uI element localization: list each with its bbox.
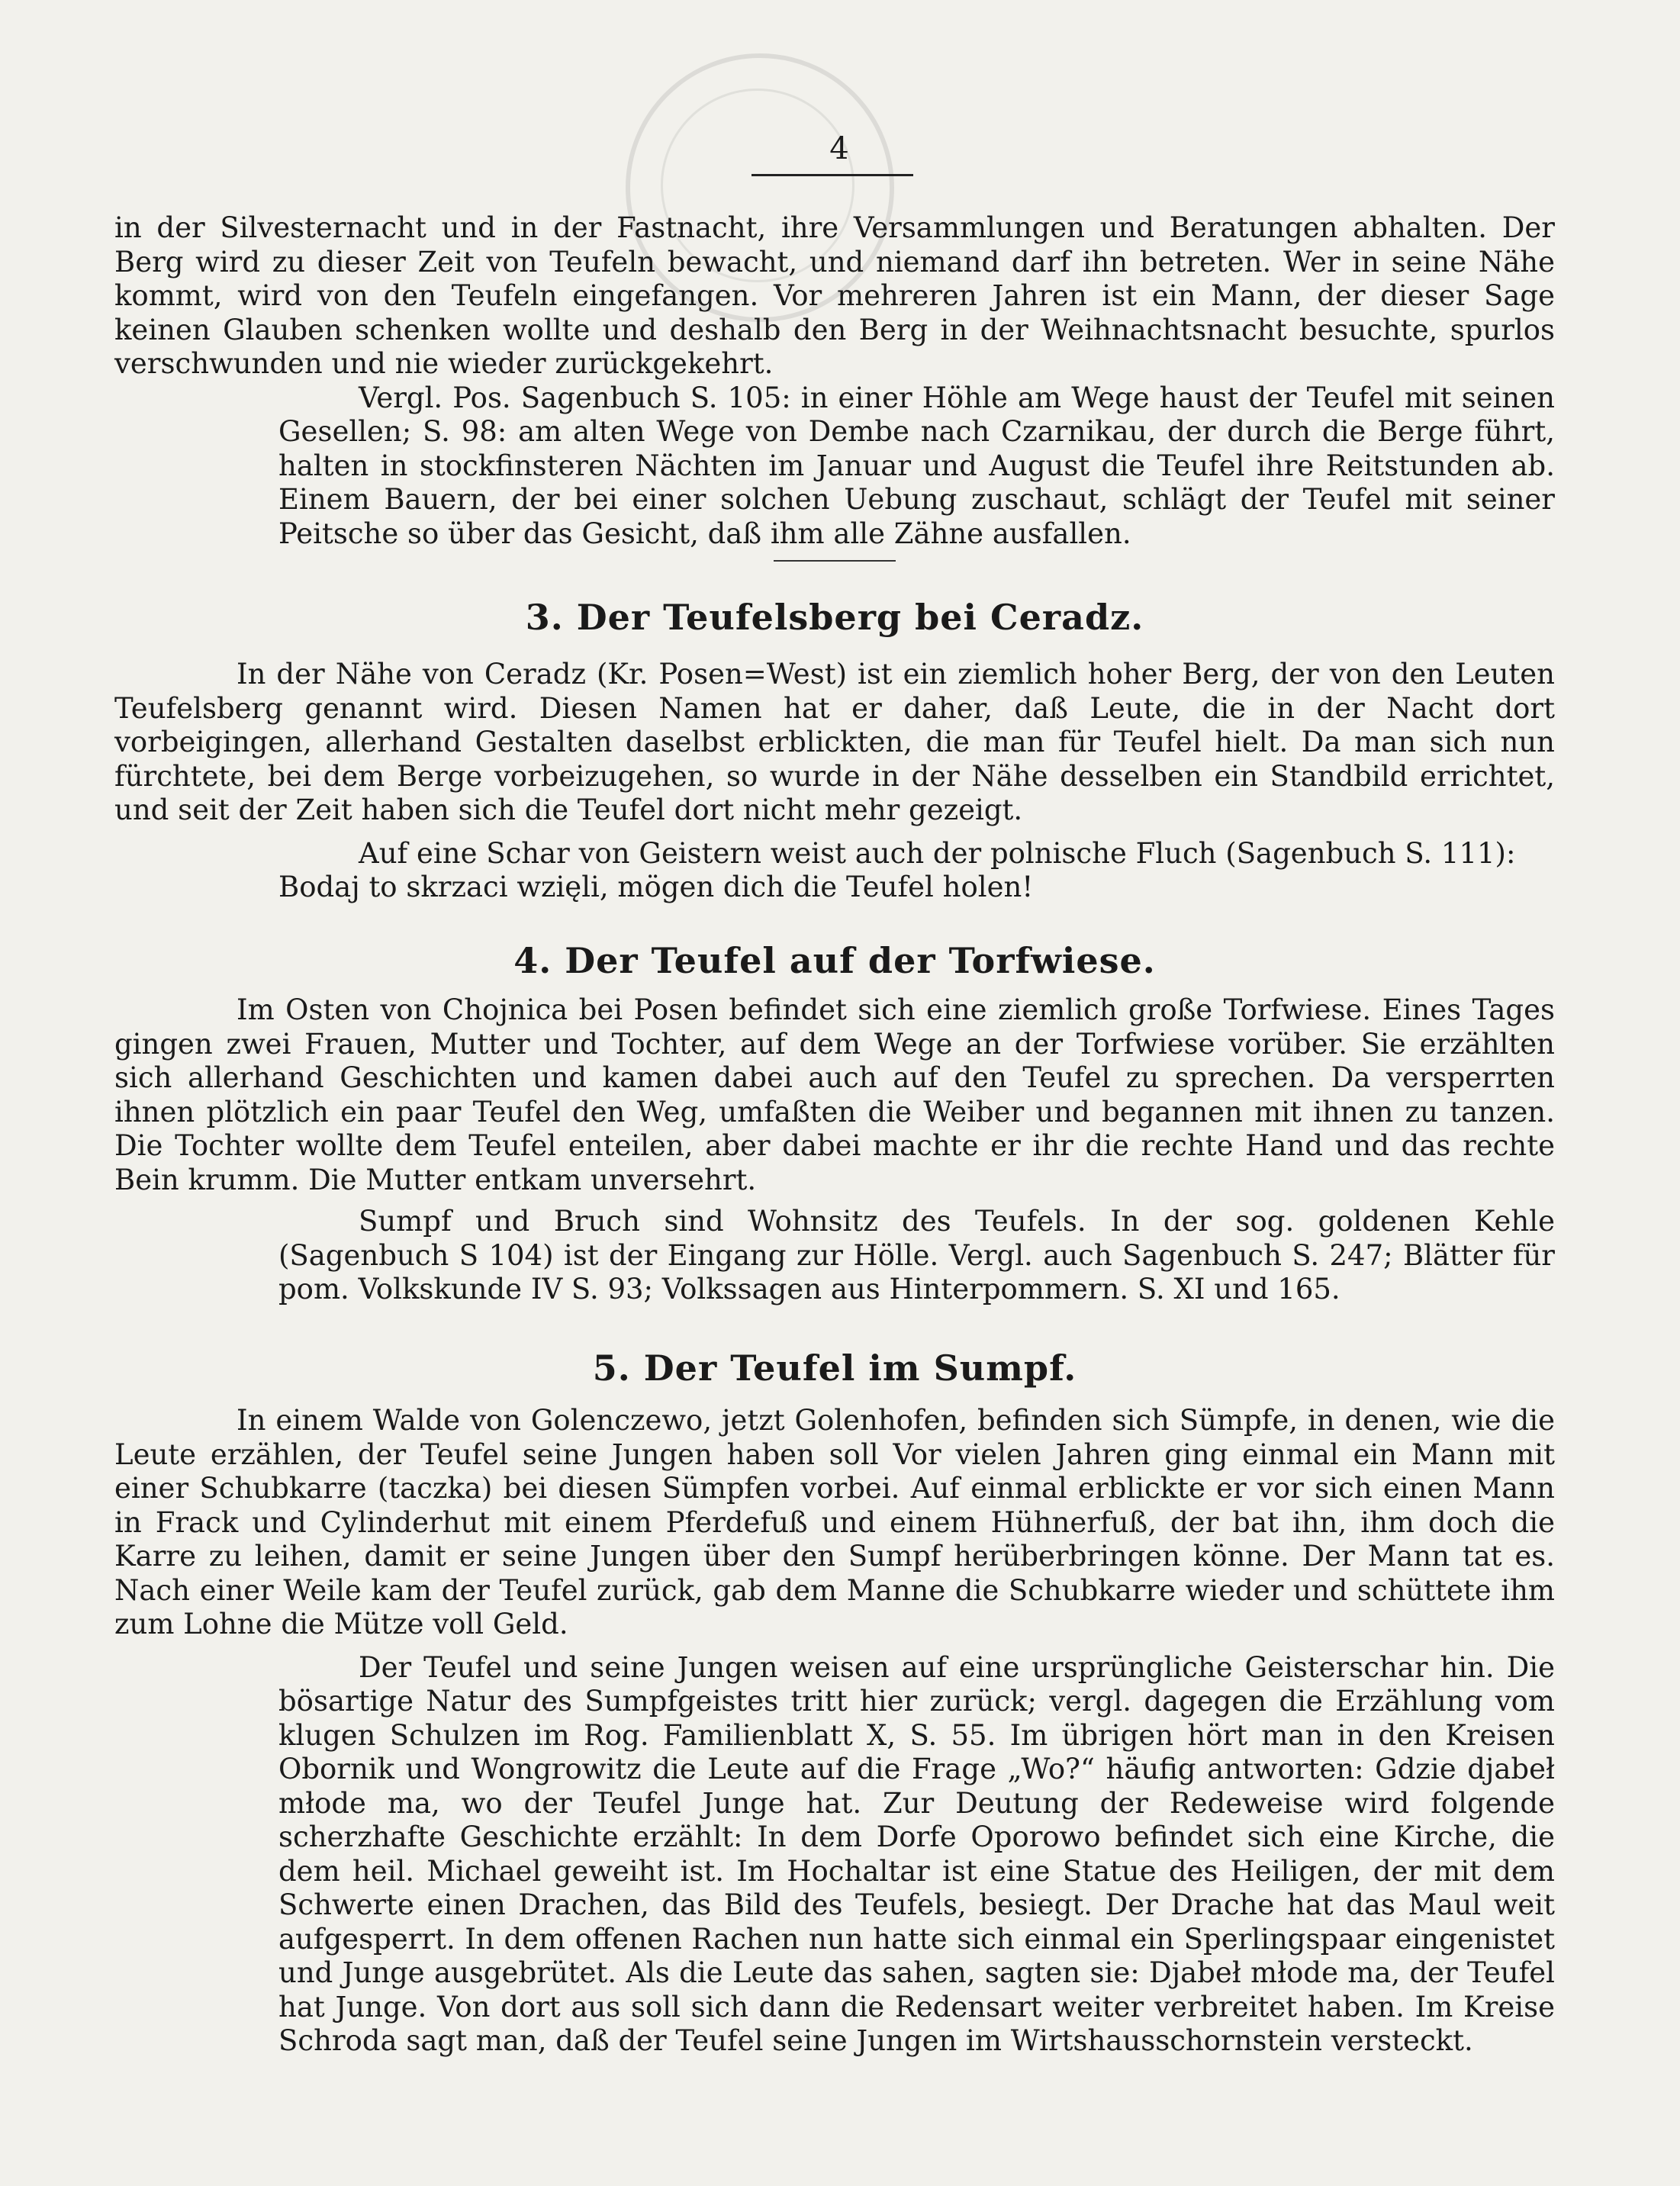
header-rule <box>751 174 913 176</box>
opening-block <box>114 211 1555 562</box>
section-4-body <box>114 993 1555 1307</box>
section-5 <box>114 1347 1555 1389</box>
section-4-note: Sumpf und Bruch sind Wohnsitz des Teufels. In der sog. goldenen Kehle (Sagenbuch S 104) ist der Eingang zur Hölle. Vergl. auch Sagenbuch S. 247; Blätter für pom. Volkskunde IV S. 93; Volkssagen aus Hinterpommern. S. XI und 165. <box>278 1205 1555 1305</box>
section-3-body <box>114 658 1555 905</box>
section-5-paragraph: In einem Walde von Golenczewo, jetzt Golenhofen, befinden sich Sümpfe, in denen, wie die Leute erzählen, der Teufel seine Jungen haben soll Vor vielen Jahren ging einmal ein Mann mit einer Schubkarre (taczka) bei diesen Sümpfen vorbei. Auf einmal erblickte er vor sich einen Mann in Frack und Cylinderhut mit einem Pferdefuß und einem Hühnerfuß, der bat ihn, ihm doch die Karre zu leihen, damit er seine Jungen über den Sumpf herüberbringen könne. Der Mann tat es. Nach einer Weile kam der Teufel zurück, gab dem Manne die Schubkarre wieder und schüttete ihm zum Lohne die Mütze voll Geld. <box>114 1404 1555 1640</box>
section-4 <box>114 940 1555 981</box>
section-3-paragraph: In der Nähe von Ceradz (Kr. Posen=West) ist ein ziemlich hoher Berg, der von den Leuten Teufelsberg genannt wird. Diesen Namen hat er daher, daß Leute, die in der Nacht dort vorbeigingen, allerhand Gestalten daselbst erblickten, die man für Teufel hielt. Da man sich nun fürchtete, bei dem Berge vorbeizugehen, so wurde in der Nähe desselben ein Standbild errichtet, und seit der Zeit haben sich die Teufel dort nicht mehr gezeigt. <box>114 658 1555 826</box>
opening-note: Vergl. Pos. Sagenbuch S. 105: in einer Höhle am Wege haust der Teufel mit seinen Gesellen; S. 98: am alten Wege von Dembe nach Czarnikau, der durch die Berge führt, halten in stockfinsteren Nächten im Januar und August die Teufel ihre Reitstunden ab. Einem Bauern, der bei einer solchen Uebung zuschaut, schlägt der Teufel mit seiner Peitsche so über das Gesicht, daß ihm alle Zähne ausfallen. <box>278 381 1555 550</box>
opening-paragraph: in der Silvesternacht und in der Fastnacht, ihre Versammlungen und Beratungen abhalten. Der Berg wird zu dieser Zeit von Teufeln bewacht, und niemand darf ihn betreten. Wer in seine Nähe kommt, wird von den Teufeln eingefangen. Vor mehreren Jahren ist ein Mann, der dieser Sage keinen Glauben schenken wollte und deshalb den Berg in der Weihnachtsnacht besuchte, spurlos verschwunden und nie wieder zurückgekehrt. <box>114 211 1555 380</box>
section-4-heading: 4. Der Teufel auf der Torfwiese. <box>513 940 1156 981</box>
section-5-note: Der Teufel und seine Jungen weisen auf eine ursprüngliche Geisterschar hin. Die bösartige Natur des Sumpfgeistes tritt hier zurück; vergl. dagegen die Erzählung vom klugen Schulzen im Rog. Familienblatt X, S. 55. Im übrigen hört man in den Kreisen Obornik und Wongrowitz die Leute auf die Frage „Wo?“ häufig antworten: Gdzie djabeł młode ma, wo der Teufel Junge hat. Zur Deutung der Redeweise wird folgende scherzhafte Geschichte erzählt: In dem Dorfe Oporowo befindet sich eine Kirche, die dem heil. Michael geweiht ist. Im Hochaltar ist eine Statue des Heiligen, der mit dem Schwerte einen Drachen, das Bild des Teufels, besiegt. Der Drache hat das Maul weit aufgesperrt. In dem offenen Rachen nun hatte sich einmal ein Sperlingspaar eingenistet und Junge ausgebrütet. Als die Leute das sahen, sagten sie: Djabeł młode ma, der Teufel hat Junge. Von dort aus soll sich dann die Redensart weiter verbreitet haben. Im Kreise Schroda sagt man, daß der Teufel seine Jungen im Wirtshausschornstein versteckt. <box>278 1650 1555 2057</box>
section-4-paragraph: Im Osten von Chojnica bei Posen befindet sich eine ziemlich große Torfwiese. Eines Tages gingen zwei Frauen, Mutter und Tochter, auf dem Wege an der Torfwiese vorüber. Sie erzählten sich allerhand Geschichten und kamen dabei auch auf den Teufel zu sprechen. Da versperrten ihnen plötzlich ein paar Teufel den Weg, umfaßten die Weiber und begannen mit ihnen zu tanzen. Die Tochter wollte dem Teufel enteilen, aber dabei machte er ihr die rechte Hand und das rechte Bein krumm. Die Mutter entkam unversehrt. <box>114 993 1555 1196</box>
section-3 <box>114 597 1555 638</box>
section-3-note: Auf eine Schar von Geistern weist auch der polnische Fluch (Sagenbuch S. 111): <box>359 836 1516 870</box>
section-divider <box>774 560 896 562</box>
section-3-heading: 3. Der Teufelsberg bei Ceradz. <box>525 597 1144 638</box>
section-5-heading: 5. Der Teufel im Sumpf. <box>592 1347 1077 1389</box>
section-5-body <box>114 1404 1555 2059</box>
section-3-quote: Bodaj to skrzaci wzięli, mögen dich die Teufel holen! <box>278 871 1034 903</box>
page-number: 4 <box>829 131 851 166</box>
